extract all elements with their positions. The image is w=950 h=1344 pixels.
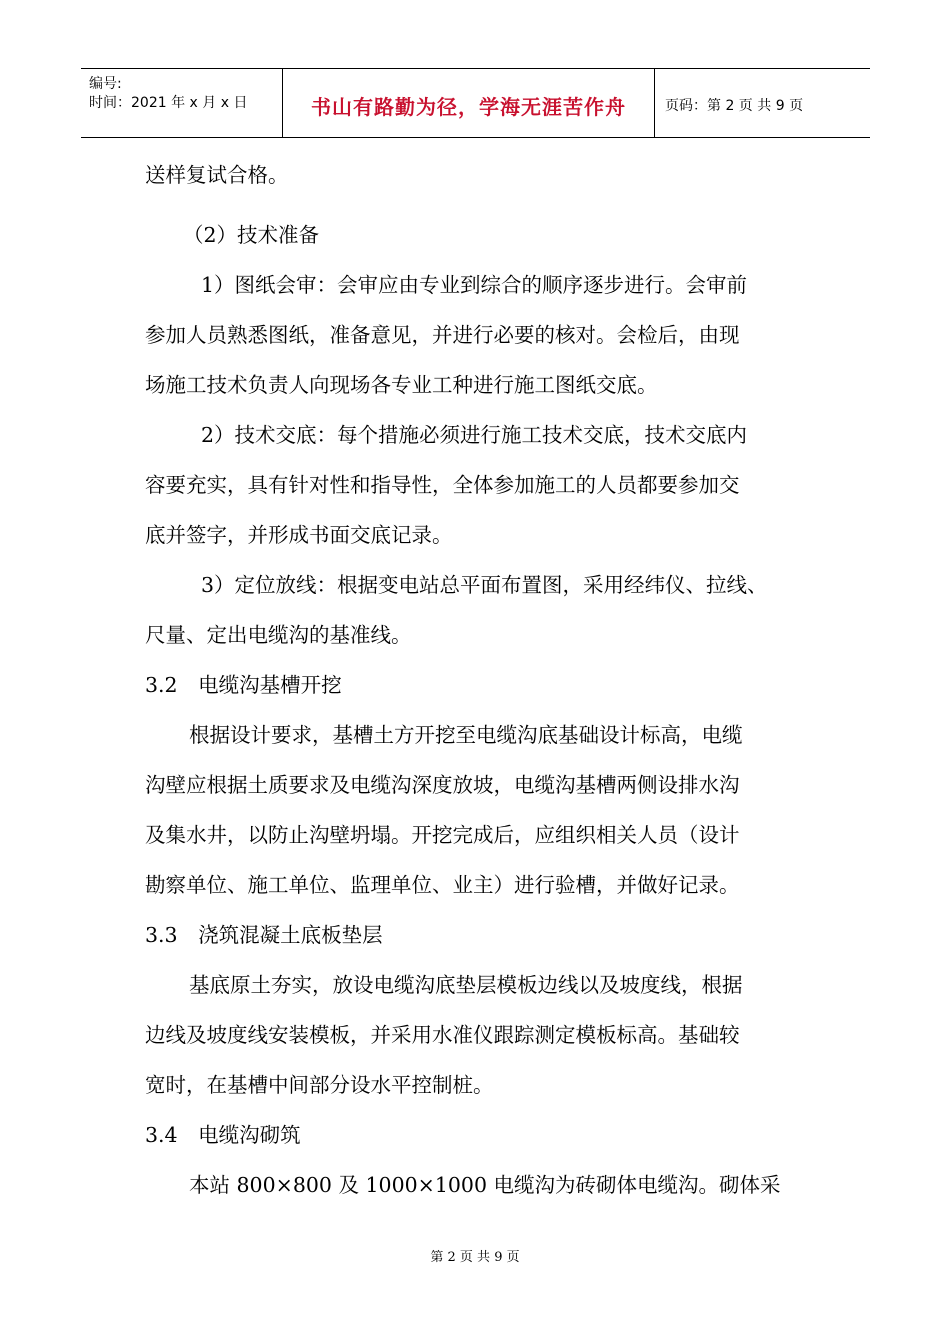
text-line-2: （2）技术准备 (183, 223, 320, 247)
document-time-label: 时间：2021 年 x 月 x 日 (89, 95, 248, 111)
text-line-14: 及集水井，以防止沟壁坍塌。开挖完成后，应组织相关人员（设计 (145, 823, 740, 847)
text-line-21: 本站 800×800 及 1000×1000 电缆沟为砖砌体电缆沟。砌体采 (189, 1173, 781, 1197)
document-number-label: 编号: (89, 76, 122, 92)
header-page-cell (655, 69, 870, 137)
text-line-12: 根据设计要求，基槽土方开挖至电缆沟底基础设计标高，电缆 (189, 723, 743, 747)
header-motto-cell (283, 69, 655, 137)
section-heading-3-3: 3.3 浇筑混凝土底板垫层 (145, 923, 383, 947)
text-line-10: 尺量、定出电缆沟的基准线。 (145, 623, 412, 647)
text-line-13: 沟壁应根据土质要求及电缆沟深度放坡，电缆沟基槽两侧设排水沟 (145, 773, 740, 797)
text-line-1: 送样复试合格。 (145, 163, 289, 187)
header-motto: 书山有路勤为径，学海无涯苦作舟 (311, 95, 626, 119)
text-line-6: 2）技术交底：每个措施必须进行施工技术交底，技术交底内 (201, 423, 748, 447)
text-line-4: 参加人员熟悉图纸，准备意见，并进行必要的核对。会检后，由现 (145, 323, 740, 347)
text-line-7: 容要充实，具有针对性和指导性，全体参加施工的人员都要参加交 (145, 473, 740, 497)
text-line-9: 3）定位放线：根据变电站总平面布置图，采用经纬仪、拉线、 (201, 573, 768, 597)
text-line-18: 边线及坡度线安装模板，并采用水准仪跟踪测定模板标高。基础较 (145, 1023, 740, 1047)
text-line-5: 场施工技术负责人向现场各专业工种进行施工图纸交底。 (145, 373, 658, 397)
text-line-17: 基底原土夯实，放设电缆沟底垫层模板边线以及坡度线，根据 (189, 973, 743, 997)
text-line-8: 底并签字，并形成书面交底记录。 (145, 523, 453, 547)
header-left-cell (81, 69, 283, 137)
text-line-15: 勘察单位、施工单位、监理单位、业主）进行验槽，并做好记录。 (145, 873, 740, 897)
page-header (81, 68, 870, 138)
page-footer: 第 2 页 共 9 页 (430, 1250, 520, 1265)
text-line-19: 宽时，在基槽中间部分设水平控制桩。 (145, 1073, 494, 1097)
section-heading-3-4: 3.4 电缆沟砌筑 (145, 1123, 301, 1147)
text-line-3: 1）图纸会审：会审应由专业到综合的顺序逐步进行。会审前 (201, 273, 748, 297)
section-heading-3-2: 3.2 电缆沟基槽开挖 (145, 673, 342, 697)
header-page-info: 页码：第 2 页 共 9 页 (665, 98, 804, 114)
